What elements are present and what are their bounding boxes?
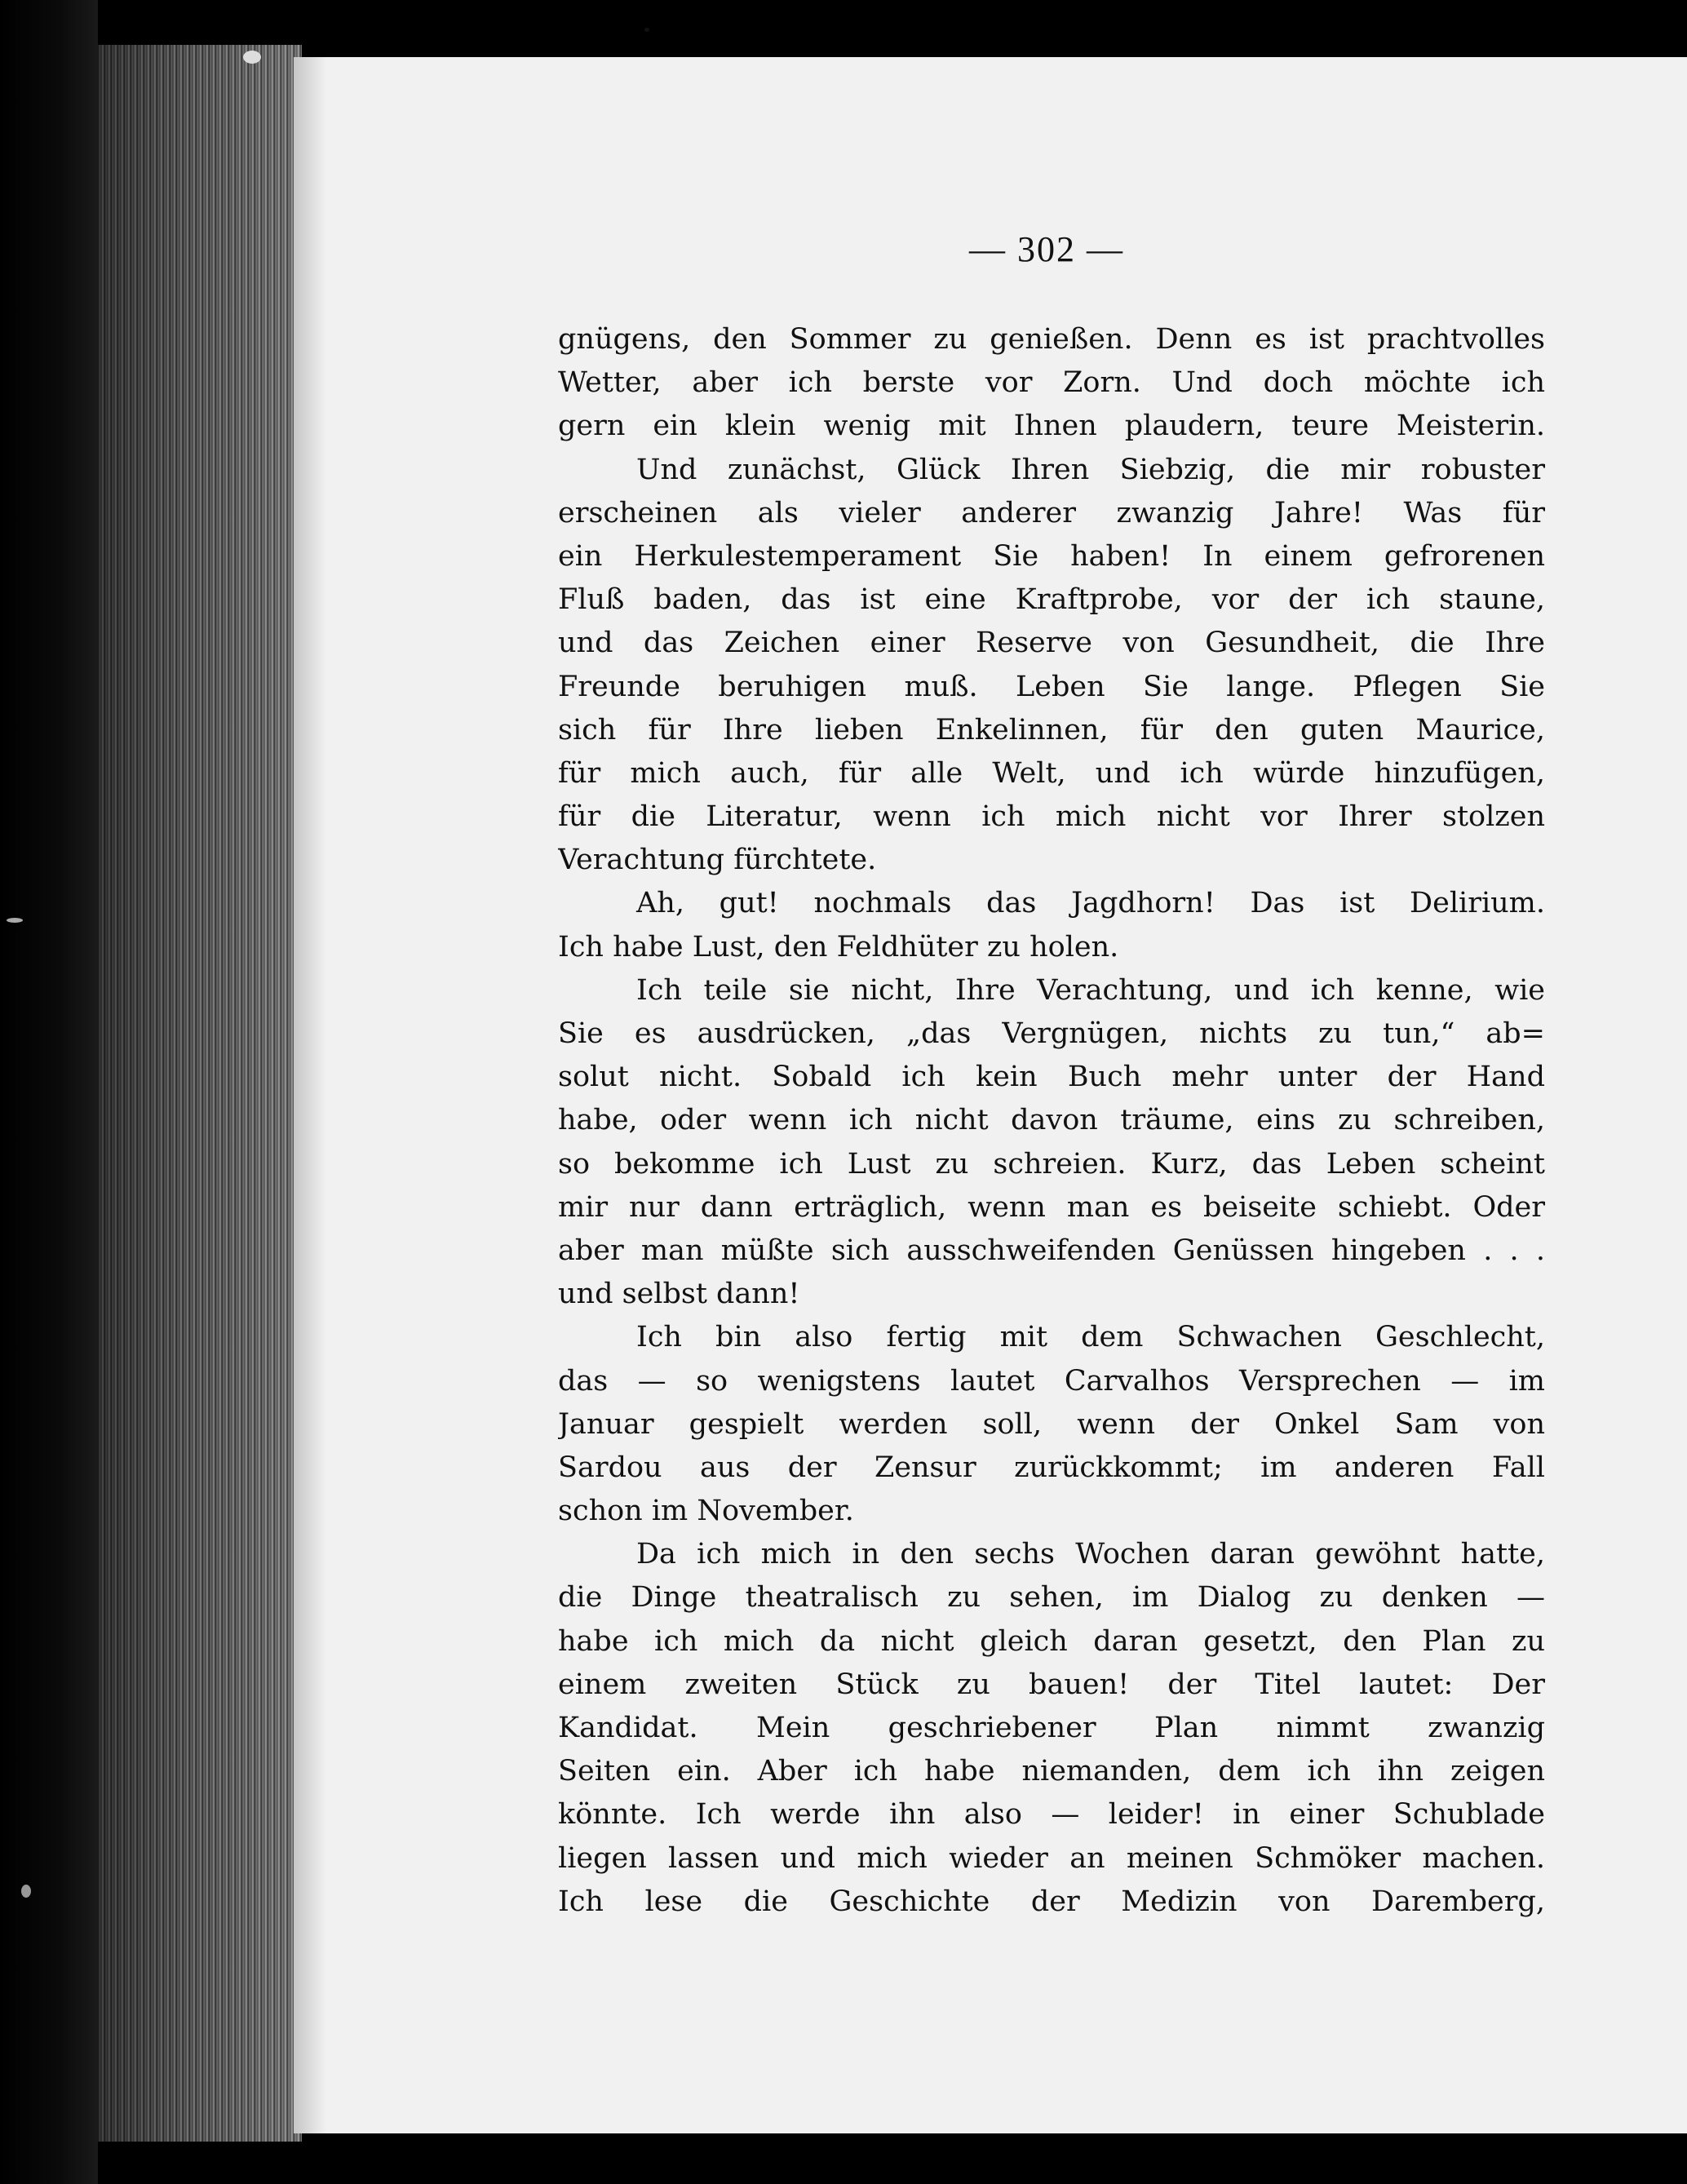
dust-speck bbox=[21, 1885, 31, 1898]
text-line: Ah, gut! nochmals das Jagdhorn! Das ist Delirium. bbox=[636, 887, 1545, 920]
text-line: Fluß baden, das ist eine Kraftprobe, vor der ich staune, bbox=[558, 583, 1545, 617]
page-edges bbox=[98, 45, 302, 2142]
text-line: für die Literatur, wenn ich mich nicht vor Ihrer stolzen bbox=[558, 800, 1545, 834]
text-line: und das Zeichen einer Reserve von Gesundheit, die Ihre bbox=[558, 627, 1545, 660]
text-line: sich für Ihre lieben Enkelinnen, für den guten Maurice, bbox=[558, 713, 1545, 746]
text-line: Freunde beruhigen muß. Leben Sie lange. Pflegen Sie bbox=[558, 670, 1545, 703]
text-line: Wetter, aber ich berste vor Zorn. Und doch möchte ich bbox=[558, 366, 1545, 400]
text-line: liegen lassen und mich wieder an meinen Schmöker machen. bbox=[558, 1841, 1545, 1875]
text-line: habe ich mich da nicht gleich daran gesetzt, den Plan zu bbox=[558, 1624, 1545, 1658]
text-line: einem zweiten Stück zu bauen! der Titel lautet: Der bbox=[558, 1668, 1545, 1701]
page-number: — 302 — bbox=[969, 229, 1124, 269]
text-line: und selbst dann! bbox=[558, 1278, 800, 1311]
dust-speck bbox=[243, 51, 261, 64]
text-line: Januar gespielt werden soll, wenn der Onkel Sam von bbox=[558, 1407, 1545, 1441]
text-line: ein Herkulestemperament Sie haben! In einem gefrorenen bbox=[558, 539, 1545, 573]
text-line: Ich lese die Geschichte der Medizin von Daremberg, bbox=[558, 1885, 1545, 1918]
text-line: Kandidat. Mein geschriebener Plan nimmt zwanzig bbox=[558, 1712, 1545, 1744]
text-line: die Dinge theatralisch zu sehen, im Dialog zu denken — bbox=[558, 1581, 1545, 1615]
dust-speck bbox=[644, 28, 649, 32]
text-line: Da ich mich in den sechs Wochen daran gewöhnt hatte, bbox=[636, 1538, 1545, 1571]
text-line: solut nicht. Sobald ich kein Buch mehr unter der Hand bbox=[558, 1061, 1545, 1094]
text-line: Verachtung fürchtete. bbox=[558, 844, 877, 877]
text-line: Und zunächst, Glück Ihren Siebzig, die mir robuster bbox=[636, 453, 1545, 486]
text-line: so bekomme ich Lust zu schreien. Kurz, das Leben scheint bbox=[558, 1147, 1545, 1181]
text-line: Ich bin also fertig mit dem Schwachen Geschlecht, bbox=[636, 1321, 1545, 1354]
text-line: erscheinen als vieler anderer zwanzig Jahre! Was für bbox=[558, 496, 1545, 529]
text-line: mir nur dann erträglich, wenn man es beiseite schiebt. Oder bbox=[558, 1190, 1545, 1224]
text-line: könnte. Ich werde ihn also — leider! in einer Schublade bbox=[558, 1798, 1545, 1832]
text-line: habe, oder wenn ich nicht davon träume, eins zu schreiben, bbox=[558, 1104, 1545, 1137]
text-line: für mich auch, für alle Welt, und ich würde hinzufügen, bbox=[558, 756, 1545, 790]
text-line: aber man müßte sich ausschweifenden Genüssen hingeben . . . bbox=[558, 1234, 1545, 1267]
text-line: Sardou aus der Zensur zurückkommt; im anderen Fall bbox=[558, 1451, 1545, 1484]
text-line: schon im November. bbox=[558, 1495, 854, 1528]
text-line: Ich teile sie nicht, Ihre Verachtung, und ich kenne, wie bbox=[636, 973, 1545, 1007]
text-line: Ich habe Lust, den Feldhüter zu holen. bbox=[558, 930, 1119, 964]
dust-speck bbox=[7, 918, 23, 923]
text-line: Seiten ein. Aber ich habe niemanden, dem ich ihn zeigen bbox=[558, 1755, 1545, 1788]
text-line: das — so wenigstens lautet Carvalhos Versprechen — im bbox=[558, 1364, 1545, 1398]
book-binding bbox=[0, 0, 98, 2184]
text-line: Sie es ausdrücken, „das Vergnügen, nichts zu tun,“ ab= bbox=[558, 1017, 1545, 1050]
text-line: gnügens, den Sommer zu genießen. Denn es ist prachtvolles bbox=[558, 323, 1545, 356]
text-line: gern ein klein wenig mit Ihnen plaudern, teure Meisterin. bbox=[558, 410, 1545, 443]
page-text bbox=[558, 318, 1545, 1924]
